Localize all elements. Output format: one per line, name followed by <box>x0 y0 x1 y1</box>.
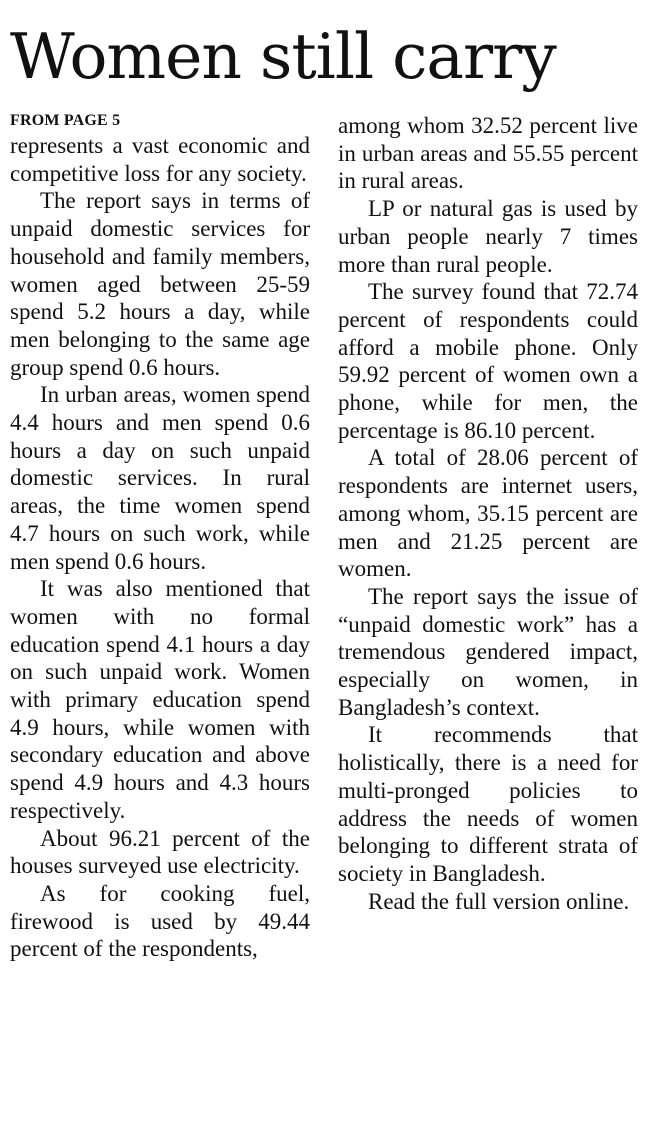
paragraph: LP or natural gas is used by urban people nearly 7 times more than rural people. <box>338 196 638 277</box>
paragraph: A total of 28.06 percent of respondents are internet users, among whom, 35.15 percent are men and 21.25 percent are women. <box>338 445 638 582</box>
continued-from-label: FROM PAGE 5 <box>10 112 121 129</box>
paragraph: represents a vast economic and competitive loss for any society. <box>10 133 310 186</box>
paragraph: About 96.21 percent of the houses surveyed use electricity. <box>10 825 310 879</box>
paragraph: It recommends that holistically, there is a need for multi-pronged policies to address the needs of women belonging to different strata of society in Bangladesh. <box>338 722 638 886</box>
headline: Women still carry <box>10 20 556 93</box>
paragraph: As for cooking fuel, firewood is used by 49.44 percent of the respondents, <box>10 880 310 962</box>
article-column-right <box>338 112 638 915</box>
paragraph: It was also mentioned that women with no formal education spend 4.1 hours a day on such unpaid work. Women with primary education spend 4.9 hours, while women with secondary education and above spend 4.9 hours and 4.3 hours respectively. <box>10 576 310 823</box>
paragraph: The report says in terms of unpaid domestic services for household and family members, women aged between 25-59 spend 5.2 hours a day, while men belonging to the same age group spend 0.6 hours. <box>10 188 310 380</box>
paragraph: The survey found that 72.74 percent of respondents could afford a mobile phone. Only 59.92 percent of women own a phone, while for men, the percentage is 86.10 percent. <box>338 279 638 443</box>
paragraph: Read the full version online. <box>368 888 630 914</box>
paragraph: among whom 32.52 percent live in urban areas and 55.55 percent in rural areas. <box>338 113 638 194</box>
paragraph: The report says the issue of “unpaid domestic work” has a tremendous gendered impact, especially on women, in Bangladesh’s context. <box>338 583 638 720</box>
article-column-left <box>10 110 310 963</box>
paragraph: In urban areas, women spend 4.4 hours and men spend 0.6 hours a day on such unpaid domestic services. In rural areas, the time women spend 4.7 hours on such work, while men spend 0.6 hours. <box>10 382 310 574</box>
